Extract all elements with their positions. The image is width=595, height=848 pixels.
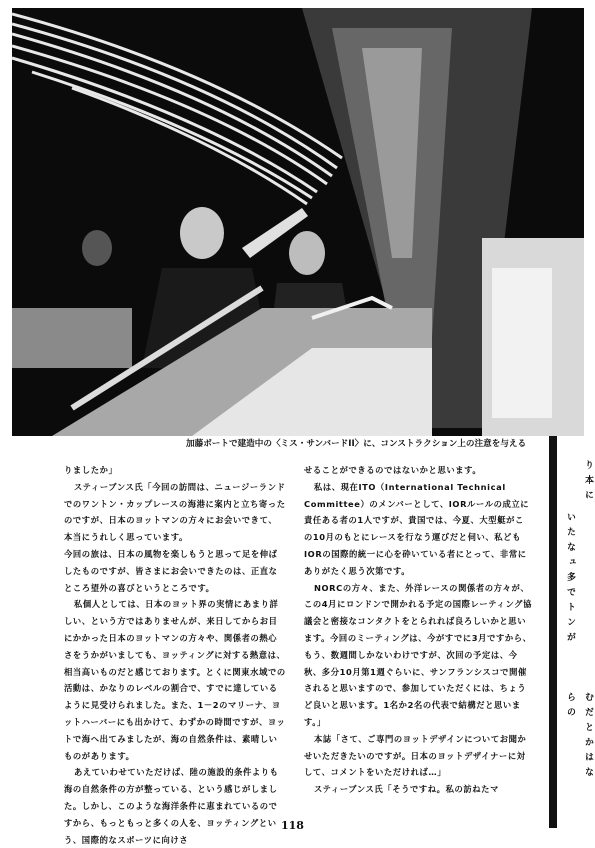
vertical-text-column <box>564 692 577 722</box>
vertical-text: らの <box>565 692 575 722</box>
vertical-text: むだとかはな <box>583 692 593 782</box>
paragraph: NORCの方々、また、外洋レースの関係者の方々が、この4月にロンドンで開かれる予定の国際レーティング協議会と密接なコンタクトをとられれば良ろしいかと思います。今回のミーティングは、今がすでに3月ですから、もう、数週間しかないわけですが、次回の予定は、今秋、多分10月第1週ぐらいに、サンフランシスコで開催されると思いますので、参加していただくには、ちょうど良いと思います。1名か2名の代表で結構だと思います。」 <box>304 582 532 727</box>
photo <box>12 8 584 436</box>
paragraph: せることができるのではないかと思います。 <box>304 465 482 475</box>
right-column <box>304 462 532 798</box>
paragraph: 本誌「さて、ご専門のヨットデザインについてお聞かせいただきたいのですが。日本のヨットデザイナーに対して、コメントをいただければ…」 <box>304 733 527 778</box>
vertical-text-column <box>582 460 595 505</box>
page-number: 118 <box>281 819 304 832</box>
paragraph: スティーブンス氏「今回の訪問は、ニュージーランドでのワントン・カップレースの海港に案内と立ち寄ったのですが、日本のヨットマンの方々にお会いできて、本当にうれしく思っています。 <box>64 481 286 543</box>
yacht-interior-photo <box>12 8 584 436</box>
paragraph: あえていわせていただけば、陸の施設的条件よりも海の自然条件の方が整っている、という感じがしました。しかし、このような海洋条件に恵まれているのですから、もっともっと多くの人を、ヨッティングという、国際的なスポーツに向けさ <box>64 767 279 845</box>
paragraph: 私は、現在ITO（International Technical Committee）のメンバーとして、IORルールの成立に責任ある者の1人ですが、貴国では、今夏、大型艇がこの10月のもとにレースを行なう運びだと伺い、私どもIORの国際的統一に心を砕いている者にとって、非常にありがたく思う次第です。 <box>304 481 530 576</box>
vertical-text: いたなュ多でトンが <box>565 512 575 647</box>
vertical-text-column <box>564 512 577 647</box>
vertical-text: り本に <box>583 460 593 505</box>
paragraph: りましたか」 <box>64 465 118 475</box>
paragraph: 今回の旅は、日本の風物を楽しもうと思って足を伸ばしたものですが、皆さまにお会いできたのは、正直なところ望外の喜びというところです。 <box>64 548 278 593</box>
left-column <box>64 462 286 848</box>
paragraph: 私個人としては、日本のヨット界の実情にあまり詳しい、という方ではありませんが、来日してからお目にかかった日本のヨットマンの方々や、関係者の熱心さをうかがいましても、ヨッティングに対する熱意は、相当高いものだと感じております。とくに関東水域での活動は、かなりのレベルの割合で、すでに達しているように見受けられました。また、1－2のマリーナ、ヨットハーバーにも出かけて、わずかの時間ですが、ヨットで海へ出てみましたが、海の自然条件は、素晴しいものがあります。 <box>64 599 286 761</box>
photo-caption: 加藤ボートで建造中の〈ミス・サンバードII〉に、コンストラクション上の注意を与える <box>186 439 527 449</box>
paragraph: スティーブンス氏「そうですね。私の訪ねたマ <box>313 784 499 795</box>
page-edge-shadow <box>549 436 557 828</box>
vertical-text-column <box>582 692 595 782</box>
